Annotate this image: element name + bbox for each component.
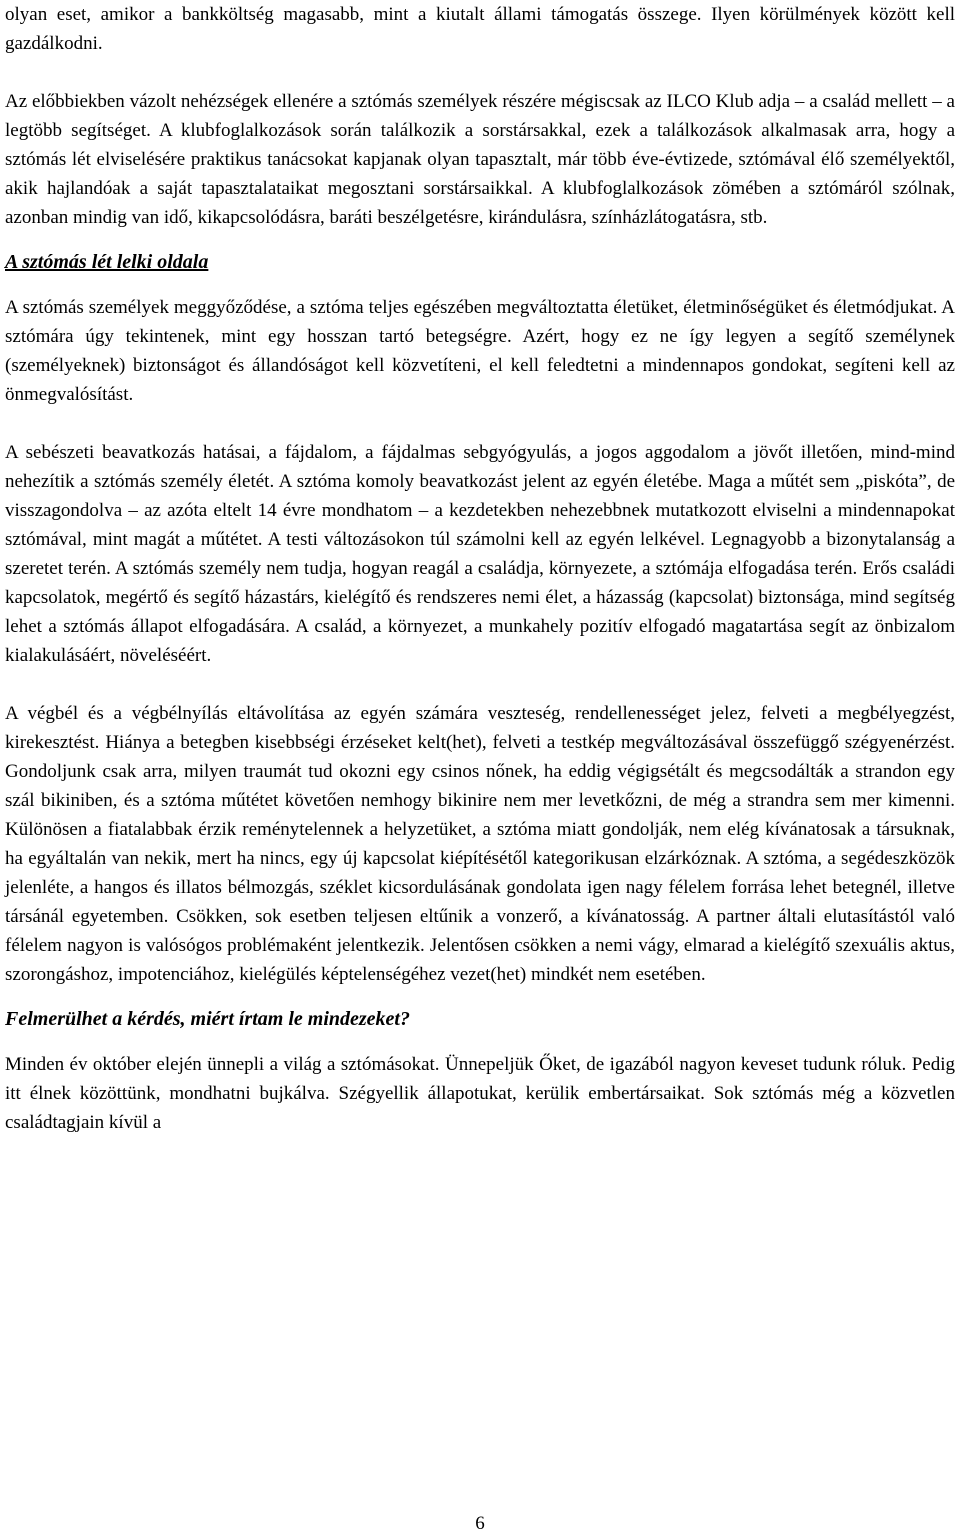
document-page: [5, 0, 955, 1137]
paragraph-3: A sztómás személyek meggyőződése, a sztóma teljes egészében megváltoztatta életüket, életminőségüket és életmódjukat. A sztómára úgy tekintenek, mint egy hosszan tartó betegségre. Azért, hogy ez ne így legyen a segítő személynek (személyeknek) biztonságot és állandóságot kell közvetíteni, el kell feledtetni a mindennapos gondokat, segíteni kell az önmegvalósítást.: [5, 297, 955, 405]
paragraph-5: A végbél és a végbélnyílás eltávolítása az egyén számára veszteség, rendellenességet jelez, felveti a megbélyegzést, kirekesztést. Hiánya a betegben kisebbségi érzéseket kelt(het), felveti a testkép megváltozásával összefüggő szégyenérzést. Gondoljunk csak arra, milyen traumát tud okozni egy csinos nőnek, ha eddig végigsétált és megcsodálták a strandon egy szál bikiniben, és a sztóma műtétet követően nemhogy bikinire nem mer levetkőzni, de még a strandra sem mer kimenni. Különösen a fiatalabbak érzik reménytelennek a helyzetüket, a sztóma miatt gondolják, nem elég kívánatosak a társuknak, ha egyáltalán van nekik, mert ha nincs, egy új kapcsolat kiépítésétől kategorikusan elzárkóznak. A sztóma, a segédeszközök jelenléte, a hangos és illatos bélmozgás, széklet kicsordulásának gondolata igen nagy félelem forrása lehet betegnél, illetve társánál egyetemben. Csökken, sok esetben teljesen eltűnik a vonzerő, a kívánatosság. A partner általi elutasítástól való félelem nagyon is valósógos problémaként jelentkezik. Jelentősen csökken a nemi vágy, elmarad a kielégítő szexuális aktus, szorongáshoz, impotenciához, kielégülés képtelenségéhez vezet(het) mindkét nem esetében.: [5, 703, 955, 985]
heading-2: Felmerülhet a kérdés, miért írtam le mindezeket?: [5, 1008, 410, 1030]
paragraph-6: Minden év október elején ünnepli a világ a sztómásokat. Ünnepeljük Őket, de igazából nagyon keveset tudunk róluk. Pedig itt élnek közöttünk, mondhatni bujkálva. Szégyellik állapotukat, kerülik embertársaikat. Sok sztómás még a közvetlen családtagjain kívül a: [5, 1054, 955, 1133]
page-number: 6: [475, 1513, 485, 1534]
paragraph-1: olyan eset, amikor a bankköltség magasabb, mint a kiutalt állami támogatás összege. Ilyen körülmények között kell gazdálkodni.: [5, 4, 955, 54]
paragraph-4: A sebészeti beavatkozás hatásai, a fájdalom, a fájdalmas sebgyógyulás, a jogos aggodalom a jövőt illetően, mind-mind nehezítik a sztómás személy életét. A sztóma komoly beavatkozást jelent az egyén életébe. Maga a műtét sem „piskóta”, de visszagondolva – az azóta eltelt 14 évre mondhatom – a kezdetekben nehezebbnek mutatkozott elviselni a mindennapokat sztómával, mint magát a műtétet. A testi változásokon túl számolni kell az egyén lelkével. Legnagyobb a bizonytalanság a szeretet terén. A sztómás személy nem tudja, hogyan reagál a családja, környezete, a sztómája elfogadása terén. Erős családi kapcsolatok, megértő és segítő házastárs, kielégítő és rendszeres nemi élet, a házasság (kapcsolat) biztonsága, mind segítség lehet a sztómás állapot elfogadására. A család, a környezet, a munkahely pozitív elfogadó magatartása segít az önbizalom kialakulásáért, növeléséért.: [5, 442, 955, 666]
paragraph-2: Az előbbiekben vázolt nehézségek ellenére a sztómás személyek részére mégiscsak az ILCO Klub adja – a család mellett – a legtöbb segítséget. A klubfoglalkozások során találkozik a sorstársakkal, ezek a találkozások alkalmasak arra, hogy a sztómás lét elviselésére praktikus tanácsokat kapjanak olyan tapasztalt, már több éve-évtizede, sztómával élő személyektől, akik hajlandóak a saját tapasztalataikat megosztani sorstársaikkal. A klubfoglalkozások zömében a sztómáról szólnak, azonban mindig van idő, kikapcsolódásra, baráti beszélgetésre, kirándulásra, színházlátogatásra, stb.: [5, 91, 955, 228]
heading-1: A sztómás lét lelki oldala: [5, 251, 209, 273]
